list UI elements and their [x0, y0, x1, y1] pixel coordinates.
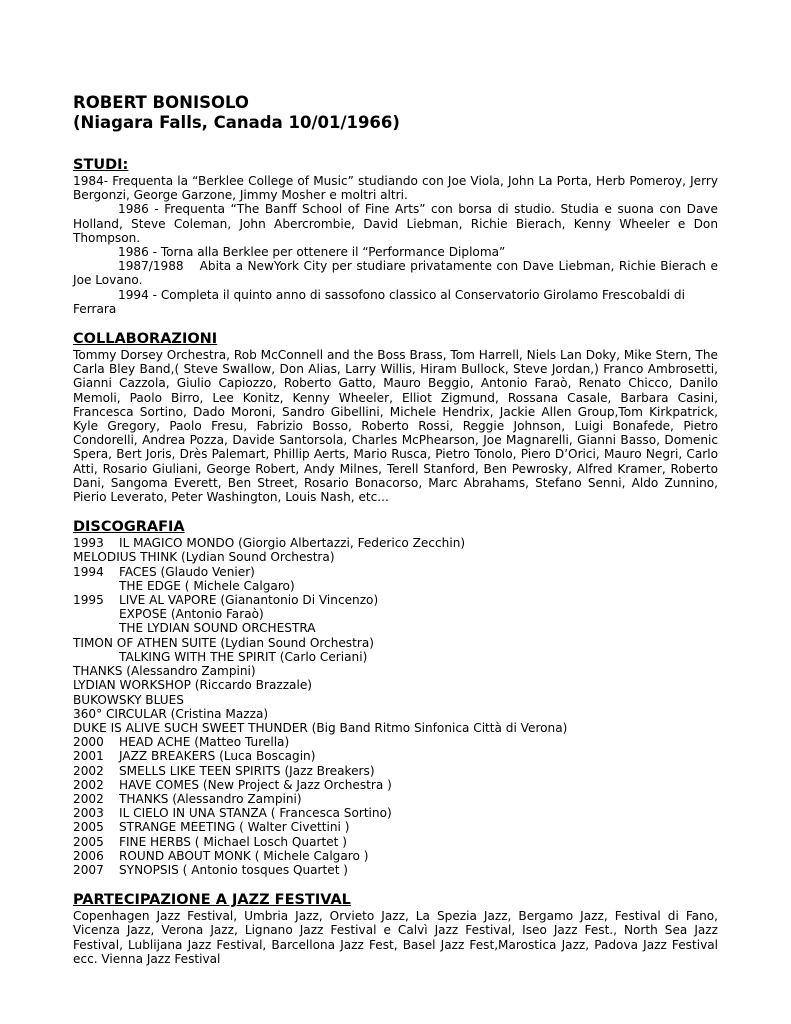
discography-row — [73, 607, 718, 621]
discography-title: THE LYDIAN SOUND ORCHESTRA — [119, 621, 316, 636]
discography-row — [73, 849, 718, 863]
discography-year: 2002 — [73, 763, 104, 778]
discography-row — [73, 778, 718, 792]
discography-row — [73, 835, 718, 849]
discography-title: ROUND ABOUT MONK ( Michele Calgaro ) — [119, 848, 369, 863]
discography-row — [73, 707, 718, 721]
discography-year: 2001 — [73, 749, 104, 764]
discography-year — [73, 621, 119, 635]
discography-title: THANKS (Alessandro Zampini) — [119, 791, 302, 806]
discography-title: SYNOPSIS ( Antonio tosques Quartet ) — [119, 862, 349, 877]
collaborazioni-section — [73, 331, 718, 504]
discography-year: 2007 — [73, 862, 104, 877]
studi-paragraph-1987 — [73, 259, 718, 287]
discography-title: BUKOWSKY BLUES — [73, 692, 184, 707]
discography-title: DUKE IS ALIVE SUCH SWEET THUNDER (Big Band Ritmo Sinfonica Città di Verona) — [73, 720, 568, 735]
discography-title: STRANGE MEETING ( Walter Civettini ) — [119, 820, 350, 835]
discography-title: EXPOSE (Antonio Faraò) — [119, 607, 264, 622]
document-page — [73, 93, 718, 966]
discography-row — [73, 792, 718, 806]
discography-title: JAZZ BREAKERS (Luca Boscagin) — [119, 749, 316, 764]
festival-text: Copenhagen Jazz Festival, Umbria Jazz, Orvieto Jazz, La Spezia Jazz, Bergamo Jazz, Festival di Fano, Vicenza Jazz, Verona Jazz, Lignano Jazz Festival e Calvì Jazz Festival, Iseo Jazz Fest., North Sea Jazz Festival, Lublijana Jazz Festival, Barcellona Jazz Fest, Basel Jazz Fest,Marostica Jazz, Padova Jazz Festival ecc. Vienna Jazz Festival — [73, 909, 718, 966]
collaborazioni-heading: COLLABORAZIONI — [73, 331, 218, 348]
discography-row — [73, 749, 718, 763]
discography-row — [73, 721, 718, 735]
discografia-section — [73, 519, 718, 877]
discography-row — [73, 820, 718, 834]
discography-title: THANKS (Alessandro Zampini) — [73, 664, 256, 679]
discography-row — [73, 650, 718, 664]
artist-name: ROBERT BONISOLO — [73, 93, 249, 112]
discography-year: 2002 — [73, 777, 104, 792]
discography-title: SMELLS LIKE TEEN SPIRITS (Jazz Breakers) — [119, 763, 375, 778]
studi-paragraph-1986-berklee: 1986 - Torna alla Berklee per ottenere il “Performance Diploma” — [118, 245, 506, 260]
discography-title: HAVE COMES (New Project & Jazz Orchestra ) — [119, 777, 392, 792]
collaborazioni-text: Tommy Dorsey Orchestra, Rob McConnell and the Boss Brass, Tom Harrell, Niels Lan Doky, Mike Stern, The Carla Bley Band,( Steve Swallow, Don Alias, Larry Willis, Hiram Bullock, Steve Jordan,) Franco Ambrosetti, Gianni Cazzola, Giulio Capiozzo, Roberto Gatto, Mauro Beggio, Antonio Faraò, Renato Chicco, Danilo Memoli, Paolo Birro, Lee Konitz, Kenny Wheeler, Elliot Zigmund, Rossana Casale, Barbara Casini, Francesca Sortino, Dado Moroni, Sandro Gibellini, Michele Hendrix, Jackie Allen Group,Tom Kirkpatrick, Kyle Gregory, Paolo Fresu, Fabrizio Bosso, Roberto Rossi, Reggie Johnson, Luigi Bonafede, Pietro Condorelli, Andrea Pozza, Davide Santorsola, Charles McPhearson, Joe Magnarelli, Gianni Basso, Domenic Spera, Bert Joris, Drès Palemart, Phillip Aerts, Mario Rusca, Pietro Tonolo, Piero D’Orici, Mauro Negri, Carlo Atti, Rosario Giuliani, George Robert, Andy Milnes, Terell Stanford, Ben Pewrosky, Alfred Kramer, Roberto Dani, Sangoma Everett, Ben Street, Rosario Bonacorso, Marc Abrahams, Stefano Senni, Aldo Zunnino, Pierio Leverato, Peter Washington, Louis Nash, etc... — [73, 348, 718, 505]
discography-year: 2002 — [73, 791, 104, 806]
studi-text-1987: Abita a NewYork City per studiare privatamente con Dave Liebman, Richie Bierach e Joe Lovano. — [73, 259, 718, 288]
discography-year: 2003 — [73, 806, 104, 821]
discography-row — [73, 664, 718, 678]
discography-row — [73, 678, 718, 692]
discography-title: THE EDGE ( Michele Calgaro) — [119, 578, 295, 593]
discography-year: 2005 — [73, 820, 104, 835]
studi-paragraph-1986-banff: 1986 - Frequenta “The Banff School of Fine Arts” con borsa di studio. Studia e suona con Dave Holland, Steve Coleman, John Abercrombie, David Liebman, Richie Bierach, Kenny Wheeler e Don Thompson. — [73, 202, 718, 245]
discography-year: 2000 — [73, 735, 104, 750]
discography-title: LYDIAN WORKSHOP (Riccardo Brazzale) — [73, 678, 312, 693]
discography-year: 2006 — [73, 848, 104, 863]
birth-info: (Niagara Falls, Canada 10/01/1966) — [73, 113, 400, 132]
discography-row — [73, 621, 718, 635]
discography-title: IL CIELO IN UNA STANZA ( Francesca Sortino) — [119, 806, 392, 821]
discography-title: 360° CIRCULAR (Cristina Mazza) — [73, 706, 269, 721]
discography-row — [73, 764, 718, 778]
festival-section — [73, 892, 718, 966]
discography-year: 1994 — [73, 564, 104, 579]
discography-year — [73, 607, 119, 621]
discography-title: IL MAGICO MONDO (Giorgio Albertazzi, Federico Zecchin) — [119, 536, 466, 551]
discography-row — [73, 806, 718, 820]
discography-row — [73, 593, 718, 607]
discography-row — [73, 735, 718, 749]
studi-paragraph-1994: 1994 - Completa il quinto anno di sassofono classico al Conservatorio Girolamo Frescobaldi di Ferrara — [73, 287, 685, 316]
studi-heading: STUDI: — [73, 157, 129, 173]
discography-row — [73, 565, 718, 579]
discography-year: 1993 — [73, 536, 104, 551]
discografia-list — [73, 536, 718, 877]
studi-year-1987: 1987/1988 — [118, 259, 184, 274]
discography-row — [73, 550, 718, 564]
discography-title: TALKING WITH THE SPIRIT (Carlo Ceriani) — [119, 649, 368, 664]
discography-title: HEAD ACHE (Matteo Turella) — [119, 735, 290, 750]
discography-title: LIVE AL VAPORE (Gianantonio Di Vincenzo) — [119, 593, 379, 608]
discography-row — [73, 863, 718, 877]
discography-title: FACES (Glaudo Venier) — [119, 564, 255, 579]
studi-section — [73, 157, 718, 316]
discography-title: FINE HERBS ( Michael Losch Quartet ) — [119, 834, 347, 849]
discography-title: MELODIUS THINK (Lydian Sound Orchestra) — [73, 550, 335, 565]
discography-year — [73, 579, 119, 593]
discography-year — [73, 650, 119, 664]
discography-row — [73, 636, 718, 650]
festival-heading: PARTECIPAZIONE A JAZZ FESTIVAL — [73, 892, 351, 909]
discography-row — [73, 693, 718, 707]
studi-paragraph-1984: 1984- Frequenta la “Berklee College of Music” studiando con Joe Viola, John La Porta, Herb Pomeroy, Jerry Bergonzi, George Garzone, Jimmy Mosher e moltri altri. — [73, 174, 718, 203]
discography-title: TIMON OF ATHEN SUITE (Lydian Sound Orchestra) — [73, 635, 374, 650]
discografia-heading: DISCOGRAFIA — [73, 519, 185, 536]
discography-year: 2005 — [73, 834, 104, 849]
discography-row — [73, 536, 718, 550]
discography-year: 1995 — [73, 593, 104, 608]
discography-row — [73, 579, 718, 593]
